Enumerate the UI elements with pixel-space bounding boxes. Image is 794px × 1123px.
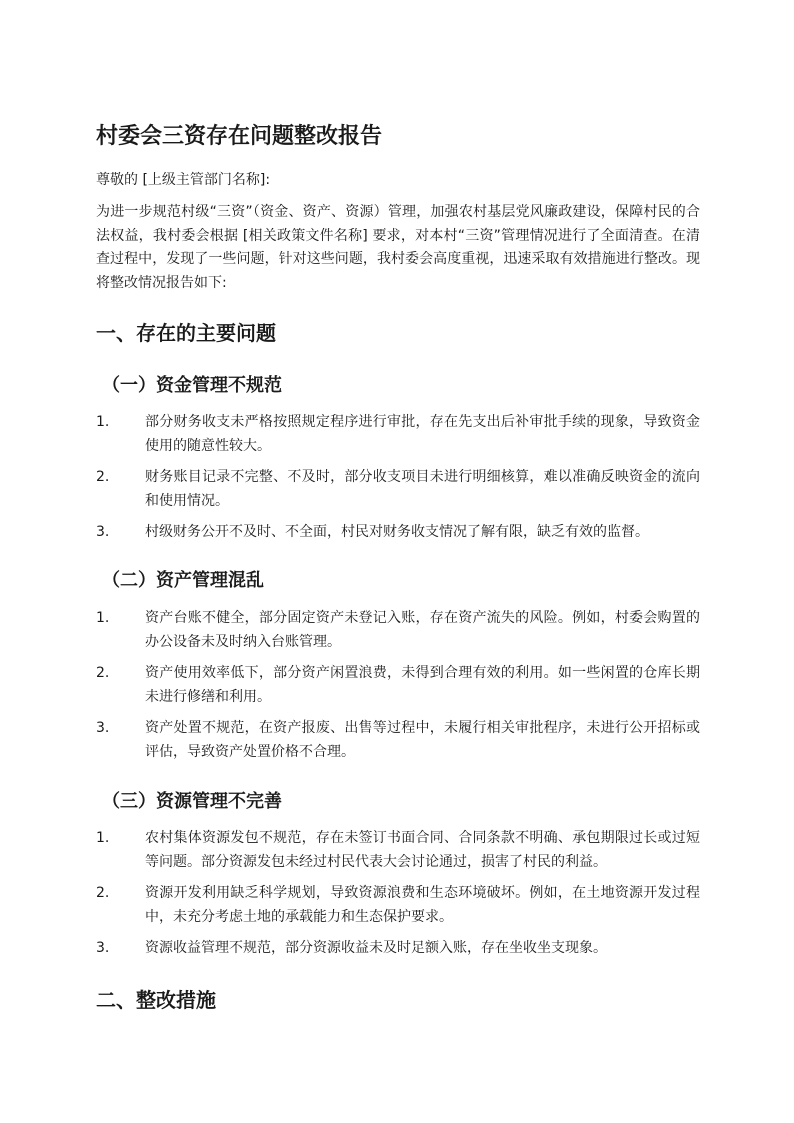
list-item-number: 1. xyxy=(96,414,110,430)
list-item-text: 村级财务公开不及时、不全面，村民对财务收支情况了解有限，缺乏有效的监督。 xyxy=(145,524,649,540)
list-item xyxy=(96,826,700,874)
list-item xyxy=(96,661,700,709)
list-item-text: 资产使用效率低下，部分资产闲置浪费，未得到合理有效的利用。如一些闲置的仓库长期未进行修缮和利用。 xyxy=(145,665,700,705)
section-heading-measures: 二、整改措施 xyxy=(96,988,216,1012)
list-item-text: 财务账目记录不完整、不及时，部分收支项目未进行明细核算，难以准确反映资金的流向和使用情况。 xyxy=(145,469,700,509)
list-item-text: 资源收益管理不规范，部分资源收益未及时足额入账，存在坐收坐支现象。 xyxy=(145,940,607,956)
list-item-text: 农村集体资源发包不规范，存在未签订书面合同、合同条款不明确、承包期限过长或过短等问题。部分资源发包未经过村民代表大会讨论通过，损害了村民的利益。 xyxy=(145,830,700,870)
list-item-number: 3. xyxy=(96,940,110,956)
list-item-text: 部分财务收支未严格按照规定程序进行审批，存在先支出后补审批手续的现象，导致资金使用的随意性较大。 xyxy=(145,414,700,454)
list-item-number: 1. xyxy=(96,610,110,626)
report-title: 村委会三资存在问题整改报告 xyxy=(96,124,383,149)
intro-paragraph: 为进一步规范村级“三资”（资金、资产、资源）管理，加强农村基层党风廉政建设，保障村民的合法权益，我村委会根据 [相关政策文件名称] 要求，对本村“三资”管理情况进行了全面清查。在清查过程中，发现了一些问题，针对这些问题，我村委会高度重视，迅速采取有效措施进行整改。现将整改情况报告如下: xyxy=(96,204,700,291)
list-item xyxy=(96,881,700,929)
section-heading-problems: 一、存在的主要问题 xyxy=(96,321,276,345)
list-item xyxy=(96,520,700,544)
subsection-heading-assets: （二）资产管理混乱 xyxy=(102,570,264,591)
list-item-number: 2. xyxy=(96,665,110,681)
list-item-number: 2. xyxy=(96,885,110,901)
subsection-heading-resources: （三）资源管理不完善 xyxy=(102,791,282,812)
list-item-text: 资产处置不规范，在资产报废、出售等过程中，未履行相关审批程序，未进行公开招标或评估，导致资产处置价格不合理。 xyxy=(145,720,700,760)
list-item-number: 3. xyxy=(96,720,110,736)
salutation: 尊敬的 [上级主管部门名称]: xyxy=(96,172,271,188)
list-item xyxy=(96,410,700,458)
list-item-text: 资产台账不健全，部分固定资产未登记入账，存在资产流失的风险。例如，村委会购置的办公设备未及时纳入台账管理。 xyxy=(145,610,700,650)
subsection-heading-funds: （一）资金管理不规范 xyxy=(102,375,282,396)
list-item xyxy=(96,936,700,960)
list-item xyxy=(96,465,700,513)
list-item xyxy=(96,716,700,764)
resources-issue-list xyxy=(96,826,700,960)
list-item-number: 1. xyxy=(96,830,110,846)
list-item-text: 资源开发利用缺乏科学规划，导致资源浪费和生态环境破坏。例如，在土地资源开发过程中，未充分考虑土地的承载能力和生态保护要求。 xyxy=(145,885,700,925)
assets-issue-list xyxy=(96,606,700,764)
list-item xyxy=(96,606,700,654)
funds-issue-list xyxy=(96,410,700,544)
list-item-number: 2. xyxy=(96,469,110,485)
list-item-number: 3. xyxy=(96,524,110,540)
